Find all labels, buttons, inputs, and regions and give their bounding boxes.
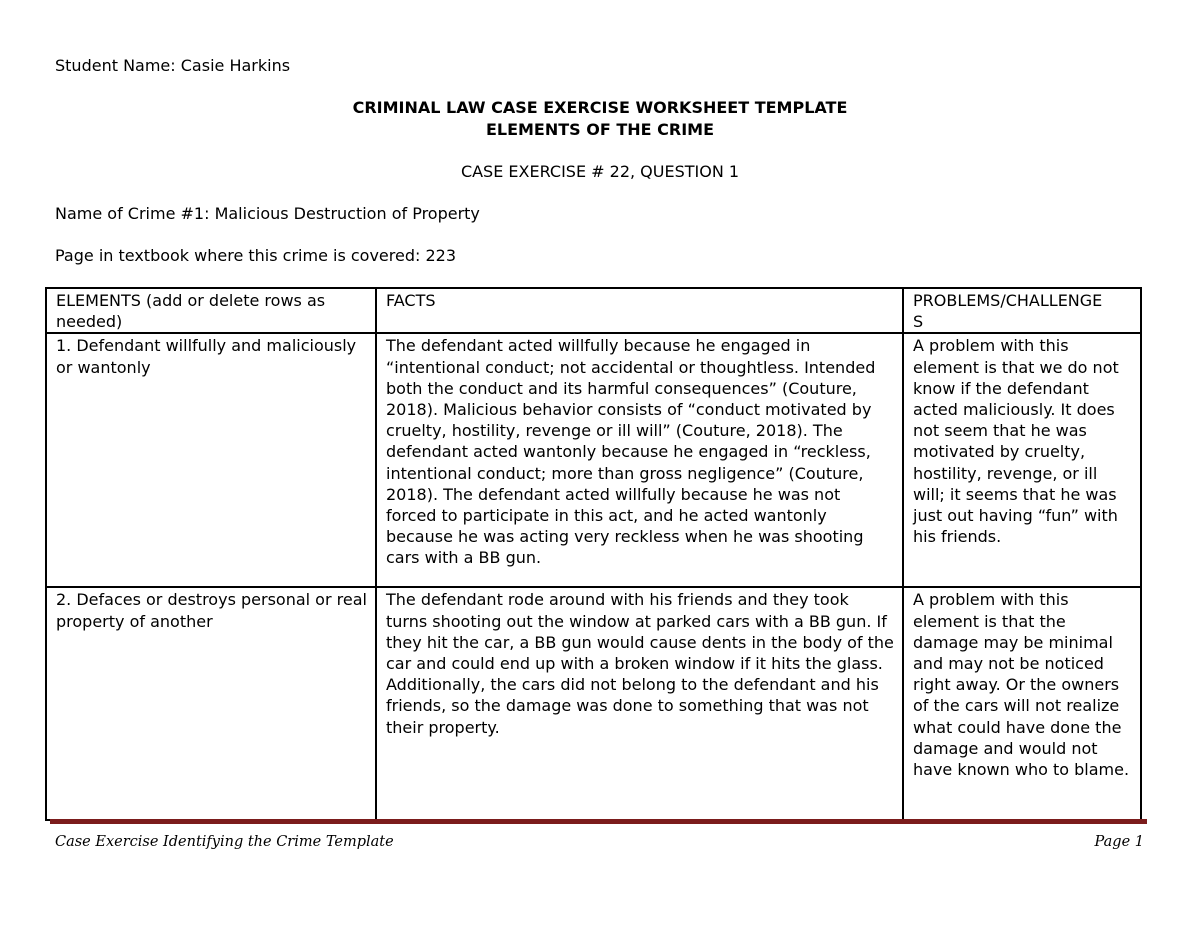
problems-text: A problem with this element is that we do not know if the defendant acted maliciously. It does not seem that he was motivated by cruelty, hostility, revenge, or ill will; it seems that he was just out having “fun” with his friends. [913, 336, 1119, 547]
facts-text: The defendant rode around with his friends and they took turns shooting out the window at parked cars with a BB gun. If they hit the car, a BB gun would cause dents in the body of the car and could end up with a broken window if it hits the glass. Additionally, the cars did not belong to the defendant and his friends, so the damage was done to something that was not their property. [386, 590, 894, 737]
element-text: 1. Defendant willfully and maliciously or wantonly [56, 336, 357, 377]
element-text: 2. Defaces or destroys personal or real property of another [56, 590, 367, 631]
document-subtitle: ELEMENTS OF THE CRIME [485, 120, 715, 139]
case-exercise-heading: CASE EXERCISE # 22, QUESTION 1 [460, 162, 740, 181]
table-row [46, 587, 1141, 820]
element-cell [46, 587, 376, 820]
footer-template-name: Case Exercise Identifying the Crime Template [55, 834, 394, 850]
footer-page-number: Page 1 [1094, 834, 1144, 850]
header-elements [46, 288, 376, 333]
header-facts-text: FACTS [386, 291, 436, 310]
crime-name: Name of Crime #1: Malicious Destruction of Property [55, 204, 480, 223]
header-problems-text: PROBLEMS/CHALLENGE S [913, 291, 1103, 332]
document-title: CRIMINAL LAW CASE EXERCISE WORKSHEET TEMPLATE [352, 98, 848, 117]
student-name: Student Name: Casie Harkins [55, 56, 291, 75]
table-header-row [46, 288, 1141, 333]
header-problems [903, 288, 1141, 333]
elements-table [45, 287, 1142, 821]
facts-text: The defendant acted willfully because he engaged in “intentional conduct; not accidental or thoughtless. Intended both the conduct and its harmful consequences” (Couture, 2018). Malicious behavior consists of “conduct motivated by cruelty, hostility, revenge or ill will” (Couture, 2018). The defendant acted wantonly because he engaged in “reckless, intentional conduct; more than gross negligence” (Couture, 2018). The defendant acted willfully because he was not forced to participate in this act, and he acted wantonly because he was acting very reckless when he was shooting cars with a BB gun. [386, 336, 876, 568]
problems-cell [903, 587, 1141, 820]
facts-cell [376, 587, 903, 820]
table-row [46, 333, 1141, 587]
header-elements-text: ELEMENTS (add or delete rows as needed) [56, 291, 326, 332]
element-cell [46, 333, 376, 587]
problems-text: A problem with this element is that the damage may be minimal and may not be noticed right away. Or the owners of the cars will not realize what could have done the damage and would not have known who to blame. [913, 590, 1130, 780]
textbook-page: Page in textbook where this crime is covered: 223 [55, 246, 457, 265]
facts-cell [376, 333, 903, 587]
header-facts [376, 288, 903, 333]
footer-rule [50, 819, 1147, 824]
problems-cell [903, 333, 1141, 587]
